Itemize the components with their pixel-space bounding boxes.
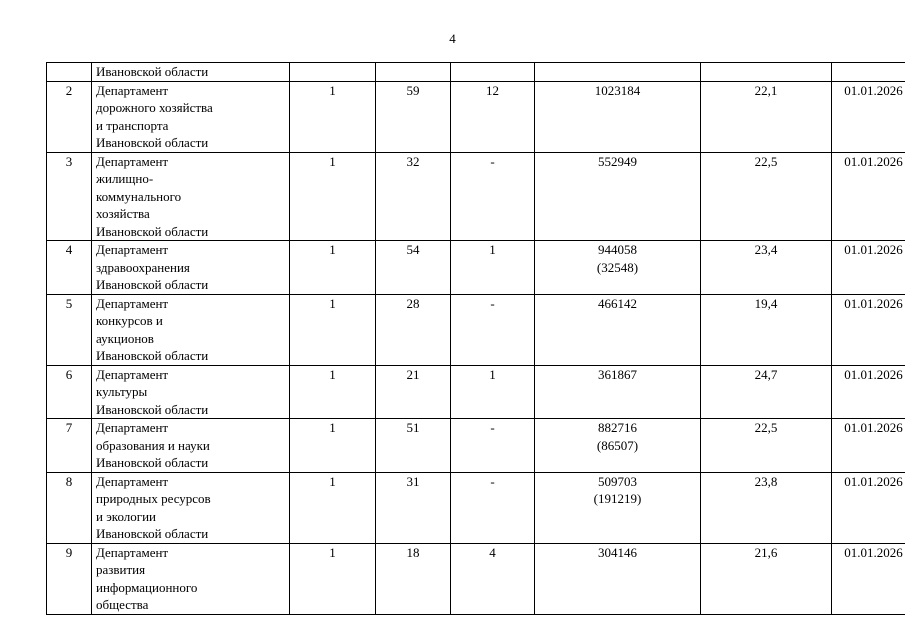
department-name-line: конкурсов и: [96, 313, 163, 328]
cell-col3: 1: [290, 419, 376, 473]
col6-value-line: 882716: [598, 420, 637, 435]
cell-col7: 23,4: [701, 241, 832, 295]
department-name-line: Департамент: [96, 420, 169, 435]
department-name-line: развития: [96, 562, 146, 577]
cell-col5: 1: [451, 365, 535, 419]
cell-col7: 23,8: [701, 472, 832, 543]
cell-col8: 01.01.2026: [832, 472, 905, 543]
col6-value-line: 304146: [598, 544, 637, 560]
cell-department-name: [92, 152, 290, 241]
cell-num: [47, 63, 92, 82]
cell-col3: 1: [290, 81, 376, 152]
cell-num: 2: [47, 81, 92, 152]
cell-col8: 01.01.2026: [832, 365, 905, 419]
col6-value-line: 509703: [598, 473, 637, 489]
cell-col8: [832, 63, 905, 82]
col6-value-line: (86507): [596, 437, 639, 453]
table-body: [47, 63, 905, 615]
cell-col3: 1: [290, 472, 376, 543]
department-name-line: дорожного хозяйства: [96, 100, 213, 115]
cell-col6: [535, 241, 701, 295]
cell-col5: 1: [451, 241, 535, 295]
cell-col3: 1: [290, 294, 376, 365]
cell-col6: [535, 63, 701, 82]
col6-value-line: 552949: [598, 153, 637, 169]
col6-value-line: 944058: [598, 242, 637, 257]
cell-col5: [451, 63, 535, 82]
cell-col5: 4: [451, 543, 535, 614]
cell-col5: -: [451, 472, 535, 543]
department-name-line: образования и науки: [96, 437, 210, 453]
cell-department-name: [92, 241, 290, 295]
department-name-line: хозяйства: [96, 206, 150, 221]
cell-col6: [535, 294, 701, 365]
department-name-line: Департамент: [96, 544, 169, 560]
department-name-line: и транспорта: [96, 117, 169, 133]
cell-col6: [535, 365, 701, 419]
department-name-line: природных ресурсов: [96, 491, 211, 506]
department-name-line: Департамент: [96, 366, 169, 382]
col6-value-line: (191219): [593, 491, 642, 506]
department-name-line: Ивановской области: [96, 277, 209, 292]
cell-col7: 19,4: [701, 294, 832, 365]
department-name-line: Ивановской области: [96, 401, 209, 417]
cell-col3: 1: [290, 241, 376, 295]
cell-num: 7: [47, 419, 92, 473]
cell-col4: 31: [376, 472, 451, 543]
cell-col5: -: [451, 419, 535, 473]
cell-department-name: Ивановской области: [92, 63, 290, 82]
cell-num: 6: [47, 365, 92, 419]
cell-col5: -: [451, 294, 535, 365]
col6-value-line: 361867: [598, 366, 637, 382]
department-name-line: Ивановской области: [96, 455, 209, 470]
cell-department-name: [92, 81, 290, 152]
cell-num: 3: [47, 152, 92, 241]
cell-col8: 01.01.2026: [832, 543, 905, 614]
department-name-line: Ивановской области: [96, 135, 209, 150]
cell-col6: [535, 472, 701, 543]
cell-col4: 59: [376, 81, 451, 152]
cell-department-name: [92, 543, 290, 614]
cell-col3: 1: [290, 543, 376, 614]
department-name-line: Ивановской области: [96, 526, 209, 541]
cell-col5: -: [451, 152, 535, 241]
cell-col8: 01.01.2026: [832, 81, 905, 152]
table-row: [47, 365, 905, 419]
table-row: [47, 241, 905, 295]
cell-num: 5: [47, 294, 92, 365]
cell-col5: 12: [451, 81, 535, 152]
department-name-line: Ивановской области: [96, 348, 209, 363]
table-row: [47, 294, 905, 365]
cell-col8: 01.01.2026: [832, 152, 905, 241]
cell-col6: [535, 152, 701, 241]
department-name-line: общества: [96, 597, 149, 612]
cell-department-name: [92, 419, 290, 473]
cell-col4: 32: [376, 152, 451, 241]
cell-num: 4: [47, 241, 92, 295]
col6-value-line: (32548): [596, 259, 639, 275]
cell-col4: 54: [376, 241, 451, 295]
cell-department-name: [92, 294, 290, 365]
department-name-line: и экологии: [96, 508, 157, 524]
col6-value-line: 466142: [598, 295, 637, 311]
department-name-line: Ивановской области: [96, 223, 209, 239]
cell-department-name: [92, 472, 290, 543]
cell-col7: 22,5: [701, 152, 832, 241]
department-name-line: Департамент: [96, 295, 169, 311]
table-row-continuation: [47, 63, 905, 82]
department-name-line: Департамент: [96, 82, 169, 98]
department-name-line: Департамент: [96, 153, 169, 169]
department-name-line: коммунального: [96, 188, 182, 204]
departments-table: [46, 62, 905, 615]
department-name-line: Департамент: [96, 473, 169, 489]
department-name-line: здравоохранения: [96, 259, 190, 275]
cell-col8: 01.01.2026: [832, 241, 905, 295]
cell-col4: 28: [376, 294, 451, 365]
table-row: [47, 419, 905, 473]
department-name-line: Департамент: [96, 242, 169, 257]
cell-col7: 24,7: [701, 365, 832, 419]
cell-col8: 01.01.2026: [832, 419, 905, 473]
department-name-line: культуры: [96, 384, 148, 399]
cell-col7: 22,5: [701, 419, 832, 473]
cell-col6: [535, 81, 701, 152]
table-row: [47, 543, 905, 614]
cell-col8: 01.01.2026: [832, 294, 905, 365]
department-name-line: аукционов: [96, 330, 154, 346]
cell-col4: [376, 63, 451, 82]
col6-value-line: 1023184: [594, 82, 641, 98]
cell-col3: 1: [290, 152, 376, 241]
cell-col4: 18: [376, 543, 451, 614]
page-number: 4: [449, 31, 456, 46]
cell-col7: [701, 63, 832, 82]
table-row: [47, 472, 905, 543]
cell-num: 9: [47, 543, 92, 614]
cell-col7: 21,6: [701, 543, 832, 614]
cell-col3: [290, 63, 376, 82]
cell-num: 8: [47, 472, 92, 543]
cell-col6: [535, 543, 701, 614]
cell-col3: 1: [290, 365, 376, 419]
table-row: [47, 81, 905, 152]
cell-department-name: [92, 365, 290, 419]
cell-col4: 21: [376, 365, 451, 419]
table-row: [47, 152, 905, 241]
cell-col7: 22,1: [701, 81, 832, 152]
department-name-line: жилищно-: [96, 171, 154, 186]
department-name-line: информационного: [96, 579, 198, 595]
cell-col4: 51: [376, 419, 451, 473]
cell-col6: [535, 419, 701, 473]
